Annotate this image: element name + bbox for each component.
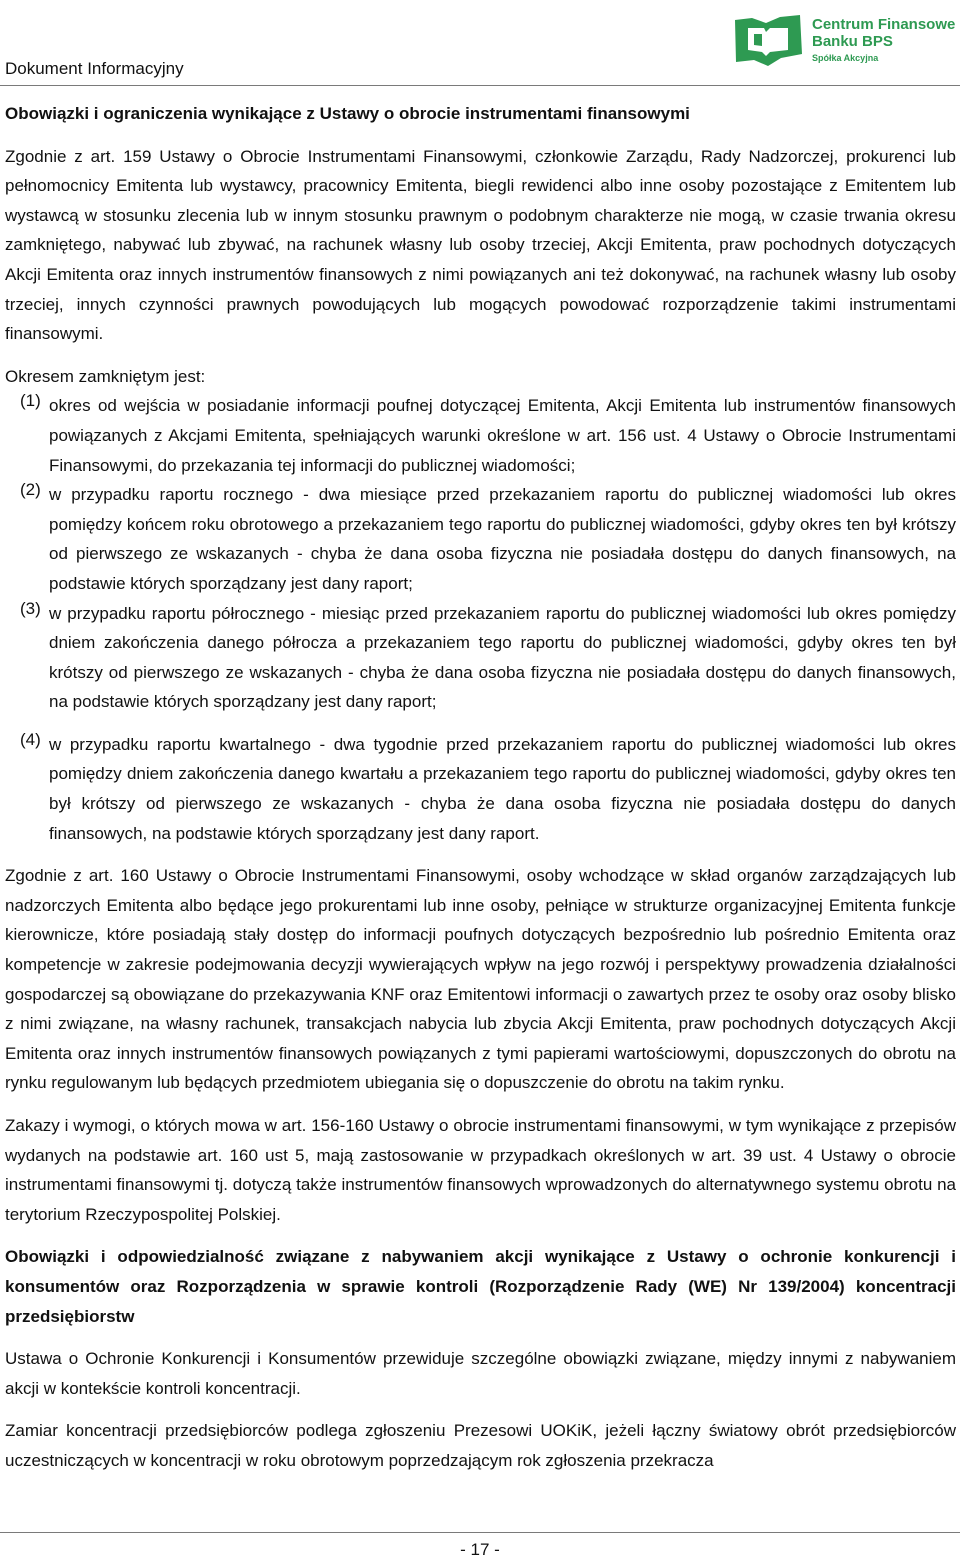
document-body [5, 99, 956, 1476]
logo-line-3: Spółka Akcyjna [812, 53, 879, 63]
list-item-text: w przypadku raportu rocznego - dwa miesiące przed przekazaniem raportu do publicznej wiadomości lub okres pomiędzy końcem roku obrotowego a przekazaniem tego raportu do publicznej wiadomości, gdyby okres ten był krótszy od pierwszego ze wskazanych - chyba że dana osoba fizyczna nie posiadała dostępu do danych finansowych, na podstawie których sporządzany jest dany raport; [49, 485, 956, 593]
company-logo [732, 14, 960, 70]
logo-text [812, 16, 955, 65]
header-divider [0, 85, 960, 86]
list-item-number: (4) [20, 729, 41, 749]
section2-paragraph-2: Zamiar koncentracji przedsiębiorców podlega zgłoszeniu Prezesowi UOKiK, jeżeli łączny światowy obrót przedsiębiorców uczestniczących w koncentracji w roku obrotowym poprzedzającym rok zgłoszenia przekracza [5, 1421, 956, 1470]
document-title: Dokument Informacyjny [5, 59, 184, 78]
section2-heading: Obowiązki i odpowiedzialność związane z nabywaniem akcji wynikające z Ustawy o ochronie konkurencji i konsumentów oraz Rozporządzenia w sprawie kontroli (Rozporządzenie Rady (WE) Nr 139/2004) koncentracji przedsiębiorstw [5, 1247, 956, 1326]
page-header [0, 0, 960, 88]
logo-line-1: Centrum Finansowe [812, 16, 956, 33]
list-item [5, 391, 956, 480]
list-item-text: w przypadku raportu kwartalnego - dwa tygodnie przed przekazaniem raportu do publicznej wiadomości lub okres pomiędzy dniem zakończenia danego kwartału a przekazaniem tego raportu do publicznej wiadomości, gdyby okres ten był krótszy od pierwszego ze wskazanych - chyba że dana osoba fizyczna nie posiadała dostępu do danych finansowych, na podstawie których sporządzany jest dany raport. [49, 734, 956, 843]
section2-paragraph-1: Ustawa o Ochronie Konkurencji i Konsumentów przewiduje szczególne obowiązki związane, między innymi z nabywaniem akcji w kontekście kontroli koncentracji. [5, 1349, 956, 1398]
section1-paragraph-2: Zgodnie z art. 160 Ustawy o Obrocie Instrumentami Finansowymi, osoby wchodzące w skład organów zarządzających lub nadzorczych Emitenta albo będące jego prokurentami lub inne osoby, pełniące w strukturze organizacyjnej Emitenta funkcje kierownicze, które posiadają stały dostęp do informacji poufnych dotyczących bezpośrednio lub pośrednio Emitenta oraz kompetencje w zakresie podejmowania decyzji wywierających wpływ na jego rozwój i perspektywy prowadzenia działalności gospodarczej są obowiązane do przekazywania KNF oraz Emitentowi informacji o zawartych przez te osoby oraz osoby blisko z nimi związane, na własny rachunek, transakcjach nabycia lub zbycia Akcji Emitenta, praw pochodnych dotyczących Akcji Emitenta oraz innych instrumentów finansowych powiązanych z tymi papierami wartościowymi, dopuszczonych do obrotu na rynku regulowanym lub będących przedmiotem ubiegania się o dopuszczenie do obrotu na takim rynku. [5, 866, 956, 1093]
section1-heading: Obowiązki i ograniczenia wynikające z Ustawy o obrocie instrumentami finansowymi [5, 104, 690, 123]
list-item-text: w przypadku raportu półrocznego - miesiąc przed przekazaniem raportu do publicznej wiadomości lub okres pomiędzy dniem zakończenia danego półrocza a przekazaniem tego raportu do publicznej wiadomości, gdyby okres ten był krótszy od pierwszego ze wskazanych - chyba że dana osoba fizyczna nie posiadała dostępu do danych finansowych, na podstawie których sporządzany jest dany raport; [49, 603, 956, 712]
list-item [5, 480, 956, 598]
list-item-number: (2) [20, 480, 41, 500]
list-item-number: (3) [20, 598, 41, 618]
list-item [5, 730, 956, 848]
section1-paragraph-3: Zakazy i wymogi, o których mowa w art. 156-160 Ustawy o obrocie instrumentami finansowymi, w tym wynikające z przepisów wydanych na podstawie art. 160 ust 5, mają zastosowanie w przypadkach określonych w art. 39 ust. 4 Ustawy o obrocie instrumentami finansowymi tj. dotyczą także instrumentów finansowych wprowadzonych do alternatywnego systemu obrotu na terytorium Rzeczypospolitej Polskiej. [5, 1116, 956, 1224]
logo-line-2: Banku BPS [812, 33, 893, 50]
list-item-number: (1) [20, 391, 41, 411]
section1-paragraph-1: Zgodnie z art. 159 Ustawy o Obrocie Instrumentami Finansowymi, członkowie Zarządu, Rady Nadzorczej, prokurenci lub pełnomocnicy Emitenta lub wystawcy, pracownicy Emitenta, biegli rewidenci albo inne osoby pozostające z Emitentem lub wystawcą w stosunku zlecenia lub w innym stosunku prawnym o podobnym charakterze nie mogą, w czasie trwania okresu zamkniętego, nabywać lub zbywać, na rachunek własny lub osoby trzeciej, Akcji Emitenta, praw pochodnych dotyczących Akcji Emitenta oraz innych instrumentów finansowych z nimi powiązanych ani też dokonywać, na rachunek własny lub osoby trzeciej, innych czynności prawnych powodujących lub mogących powodować rozporządzenie takimi instrumentami finansowymi. [5, 146, 956, 344]
list-item-text: okres od wejścia w posiadanie informacji poufnej dotyczącej Emitenta, Akcji Emitenta lub instrumentów finansowych powiązanych z Akcjami Emitenta, spełniających warunki określone w art. 156 ust. 4 Ustawy o Obrocie Instrumentami Finansowymi, do przekazania tej informacji do publicznej wiadomości; [49, 396, 956, 475]
footer-divider [0, 1532, 960, 1533]
page-number: - 17 - [460, 1540, 500, 1559]
list-item [5, 599, 956, 717]
logo-mark-icon [732, 14, 806, 66]
closed-period-intro: Okresem zamkniętym jest: [5, 366, 206, 386]
